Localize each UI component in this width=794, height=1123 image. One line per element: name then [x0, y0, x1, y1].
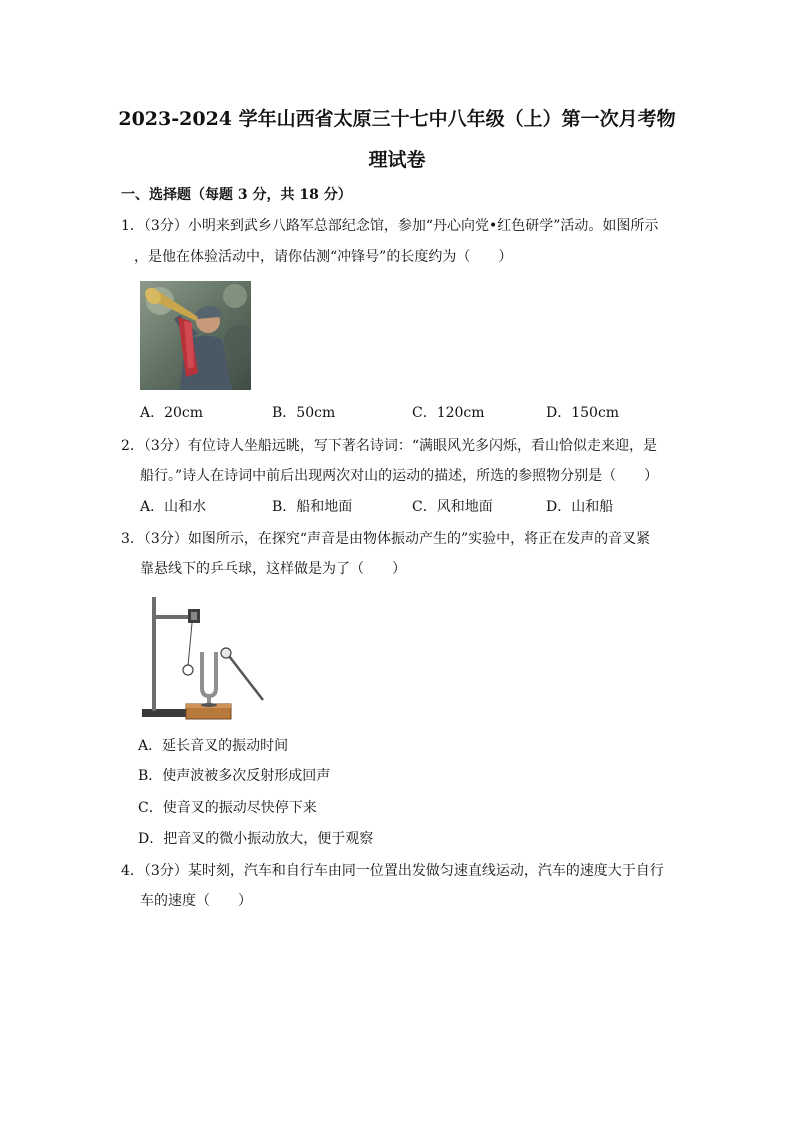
question-2-line-1: 2．（3分）有位诗人坐船远眺，写下著名诗词：“满眼风光多闪烁，看山恰似走来迎，是: [121, 438, 657, 454]
q3-option-c[interactable]: C．使音叉的振动尽快停下来: [138, 800, 317, 816]
q3-option-a[interactable]: A．延长音叉的振动时间: [138, 738, 289, 754]
q1-option-b[interactable]: B．50cm: [272, 405, 336, 421]
exam-title-line-1: 2023-2024 学年山西省太原三十七中八年级（上）第一次月考物: [118, 108, 676, 130]
q1-option-a[interactable]: A．20cm: [140, 405, 204, 421]
section-heading: 一、选择题（每题 3 分，共 18 分）: [121, 187, 352, 203]
q2-option-a[interactable]: A．山和水: [140, 499, 207, 515]
q1-option-c[interactable]: C．120cm: [412, 405, 485, 421]
question-1-line-2: ，是他在体验活动中，请你估测“冲锋号”的长度约为（ ）: [134, 249, 513, 265]
question-4-line-1: 4．（3分）某时刻，汽车和自行车由同一位置出发做匀速直线运动，汽车的速度大于自行: [121, 863, 664, 879]
question-3-line-1: 3．（3分）如图所示，在探究“声音是由物体振动产生的”实验中，将正在发声的音叉紧: [121, 531, 651, 547]
question-2-line-2: 船行。”诗人在诗词中前后出现两次对山的运动的描述，所选的参照物分别是（ ）: [140, 468, 659, 484]
q2-option-d[interactable]: D．山和船: [546, 499, 614, 515]
tuning-fork-apparatus-figure: [136, 592, 266, 722]
q2-option-c[interactable]: C．风和地面: [412, 499, 493, 515]
q2-option-b[interactable]: B．船和地面: [272, 499, 353, 515]
question-1-line-1: 1．（3分）小明来到武乡八路军总部纪念馆，参加“丹心向党•红色研学”活动。如图所示: [121, 218, 659, 234]
question-3-line-2: 靠悬线下的乒乓球，这样做是为了（ ）: [140, 561, 406, 577]
q3-option-d[interactable]: D．把音叉的微小振动放大，便于观察: [138, 831, 374, 847]
question-4-line-2: 车的速度（ ）: [140, 893, 252, 909]
q3-option-b[interactable]: B．使声波被多次反射形成回声: [138, 768, 331, 784]
exam-title-line-2: 理试卷: [368, 149, 426, 171]
bugle-player-photo: [140, 281, 251, 390]
q1-option-d[interactable]: D．150cm: [546, 405, 620, 421]
